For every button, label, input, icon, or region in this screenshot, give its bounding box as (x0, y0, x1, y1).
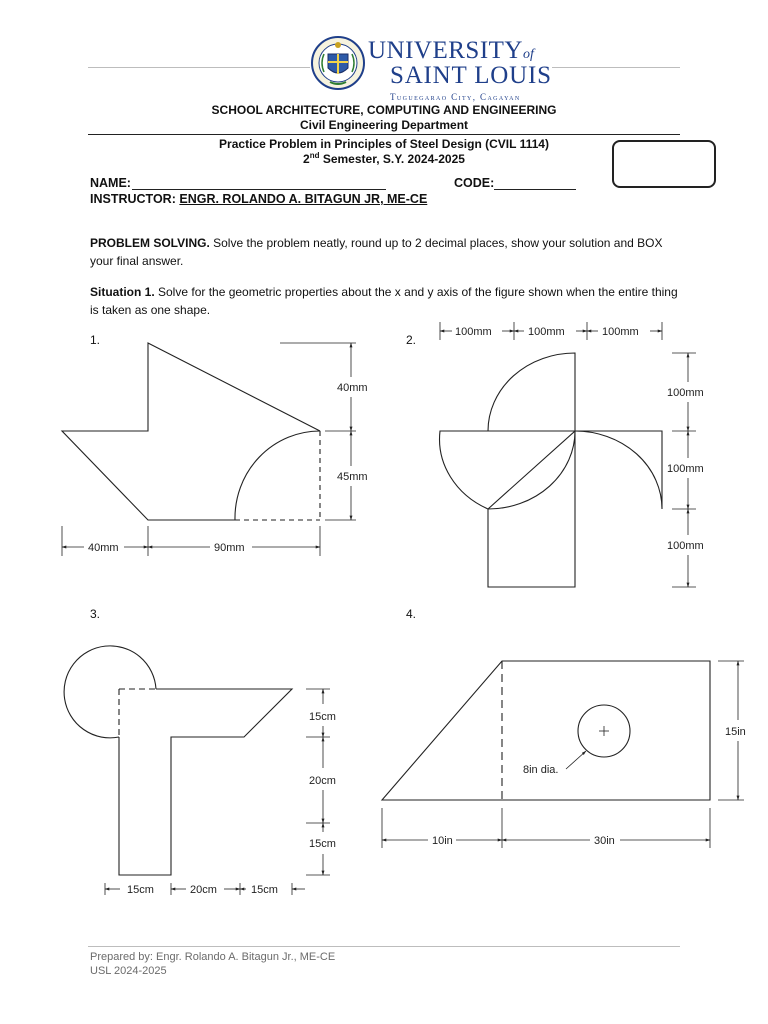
figure-3-dim-side-3-label: 15cm (309, 838, 336, 850)
figure-2-dim-top-3-label: 100mm (602, 326, 639, 338)
figure-4-dim-right-label: 30in (594, 835, 615, 847)
figure-3-dim-side-1-label: 15cm (309, 711, 336, 723)
figure-4-dim-left-label: 10in (432, 835, 453, 847)
situation-text: Situation 1. Solve for the geometric properties about the x and y axis of the figure shown when the entire thing is taken as one shape. (90, 285, 678, 317)
figure-4-number: 4. (406, 607, 417, 621)
figure-3-circle (64, 646, 156, 738)
figure-1-dim-bottom-label: 45mm (337, 471, 368, 483)
figure-3-number: 3. (90, 607, 101, 621)
figure-1-shape (62, 343, 320, 520)
figure-2-dim-top-1-label: 100mm (455, 326, 492, 338)
figure-4-outline (382, 661, 710, 800)
figure-2-leaf-bottom (488, 431, 575, 587)
figure-2-leaf-top (488, 353, 575, 431)
figure-1-number: 1. (90, 333, 101, 347)
figure-2-dim-side-1-label: 100mm (667, 387, 704, 399)
figure-3-t-section (119, 689, 292, 875)
semester-line: 2nd Semester, S.Y. 2024-2025 (303, 151, 465, 166)
figure-1-dim-top-label: 40mm (337, 382, 368, 394)
name-label: NAME: (90, 176, 131, 190)
figure-4-hole-label: 8in dia. (523, 764, 559, 776)
instructions: PROBLEM SOLVING. Solve the problem neatly, round up to 2 decimal places, show your solution and BOX your final answer. (90, 236, 663, 268)
instructor-name: ENGR. ROLANDO A. BITAGUN JR, ME-CE (179, 192, 428, 206)
figure-2-drawing (440, 322, 696, 587)
footer-school-year: USL 2024-2025 (90, 965, 167, 977)
brand-university: UNIVERSITY (368, 37, 523, 64)
brand-of: of (523, 47, 534, 62)
figure-4-dim-height-label: 15in (725, 726, 746, 738)
brand-saint-louis: SAINT LOUIS (390, 62, 552, 89)
figure-2-dim-side-2-label: 100mm (667, 463, 704, 475)
figure-1-drawing (62, 343, 356, 556)
figure-3-dim-bottom-1-label: 15cm (127, 884, 154, 896)
instructor-label: INSTRUCTOR: (90, 192, 176, 206)
figure-2-dim-top-2-label: 100mm (528, 326, 565, 338)
figure-3-dim-bottom-2-label: 20cm (190, 884, 217, 896)
brand-city: Tuguegarao City, Cagayan (390, 92, 521, 102)
figure-1-dim-right-label: 90mm (214, 542, 245, 554)
course-title: Practice Problem in Principles of Steel Design (CVIL 1114) (219, 137, 549, 151)
figure-4-drawing (382, 661, 744, 848)
figure-2-dim-side-3-label: 100mm (667, 540, 704, 552)
school-title: SCHOOL ARCHITECTURE, COMPUTING AND ENGINEERING (211, 103, 557, 117)
figure-2-number: 2. (406, 333, 417, 347)
figure-2-leaf-right (575, 431, 662, 509)
figure-2-leaf-left (440, 431, 575, 509)
figure-1-dim-left-label: 40mm (88, 542, 119, 554)
figure-3-dim-bottom-3-label: 15cm (251, 884, 278, 896)
figure-3-dim-side-2-label: 20cm (309, 775, 336, 787)
figure-4-leader (566, 751, 586, 769)
footer-rule (88, 946, 680, 947)
code-label: CODE: (454, 176, 495, 190)
department-title: Civil Engineering Department (299, 118, 469, 132)
footer-prepared-by: Prepared by: Engr. Rolando A. Bitagun Jr., ME-CE (90, 951, 336, 963)
figure-3-drawing (64, 646, 330, 895)
